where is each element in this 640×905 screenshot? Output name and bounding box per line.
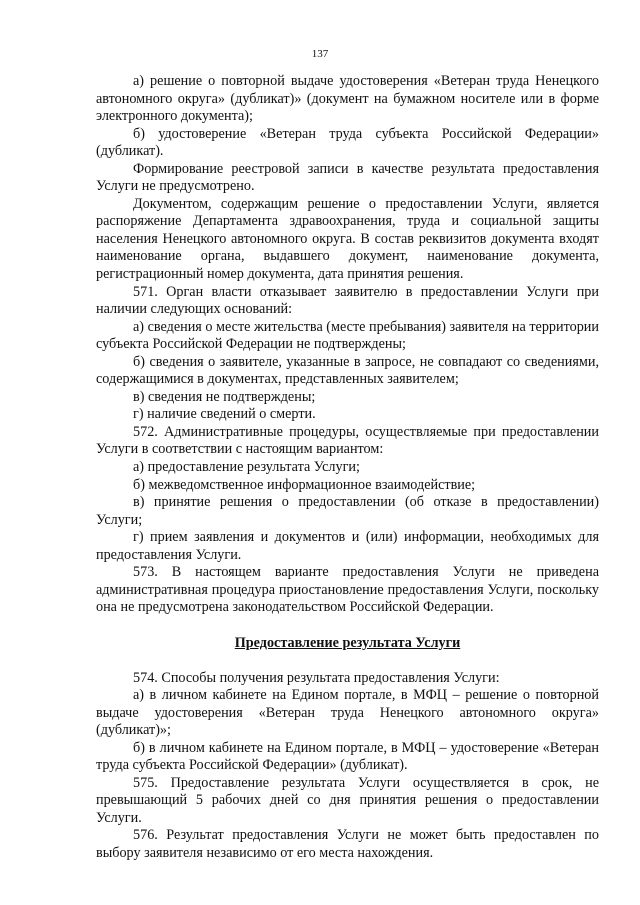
paragraph: 576. Результат предоставления Услуги не может быть предоставлен по выбору заявителя независимо от его места нахождения. [96,827,599,861]
page-number: 137 [311,48,329,60]
paragraph: 574. Способы получения результата предоставления Услуги: [133,669,500,686]
paragraph: 575. Предоставление результата Услуги осуществляется в срок, не превышающий 5 рабочих дней со дня принятия решения о предоставлении Услуги. [96,774,599,826]
paragraph: г) наличие сведений о смерти. [133,406,316,423]
paragraph: а) сведения о месте жительства (месте пребывания) заявителя на территории субъекта Российской Федерации не подтверждены; [96,318,599,353]
paragraph: 571. Орган власти отказывает заявителю в предоставлении Услуги при наличии следующих оснований: [96,283,599,318]
paragraph: б) удостоверение «Ветеран труда субъекта Российской Федерации» (дубликат). [96,125,599,160]
paragraph: а) в личном кабинете на Едином портале, в МФЦ – решение о повторной выдаче удостоверения «Ветеран труда Ненецкого автономного округа» (дубликат)»; [96,687,599,739]
paragraph: б) в личном кабинете на Едином портале, в МФЦ – удостоверение «Ветеран труда субъекта Российской Федерации» (дубликат). [96,739,599,774]
paragraph: в) принятие решения о предоставлении (об отказе в предоставлении) Услуги; [96,494,599,528]
paragraph: а) предоставление результата Услуги; [133,459,360,476]
document-body [96,73,599,863]
paragraph: 572. Административные процедуры, осуществляемые при предоставлении Услуги в соответствии с настоящим вариантом: [96,423,599,458]
paragraph: в) сведения не подтверждены; [133,388,316,405]
section-heading: Предоставление результата Услуги [234,634,461,651]
paragraph: а) решение о повторной выдаче удостоверения «Ветеран труда Ненецкого автономного округа» (дубликат)» (документ на бумажном носителе или в форме электронного документа); [96,73,599,125]
paragraph: 573. В настоящем варианте предоставления Услуги не приведена административная процедура приостановление предоставления Услуги, поскольку она не предусмотрена законодательством Российской Федерации. [96,564,599,616]
paragraph: г) прием заявления и документов и (или) информации, необходимых для предоставления Услуги. [96,529,599,563]
paragraph: Формирование реестровой записи в качестве результата предоставления Услуги не предусмотрено. [96,160,599,195]
paragraph: б) сведения о заявителе, указанные в запросе, не совпадают со сведениями, содержащимися в документах, представленных заявителем; [96,353,599,388]
paragraph: б) межведомственное информационное взаимодействие; [133,476,476,493]
paragraph: Документом, содержащим решение о предоставлении Услуги, является распоряжение Департамента здравоохранения, труда и социальной защиты населения Ненецкого автономного округа. В состав реквизитов документа входят наименование органа, выдавшего документ, наименование документа, регистрационный номер документа, дата принятия решения. [96,195,599,283]
